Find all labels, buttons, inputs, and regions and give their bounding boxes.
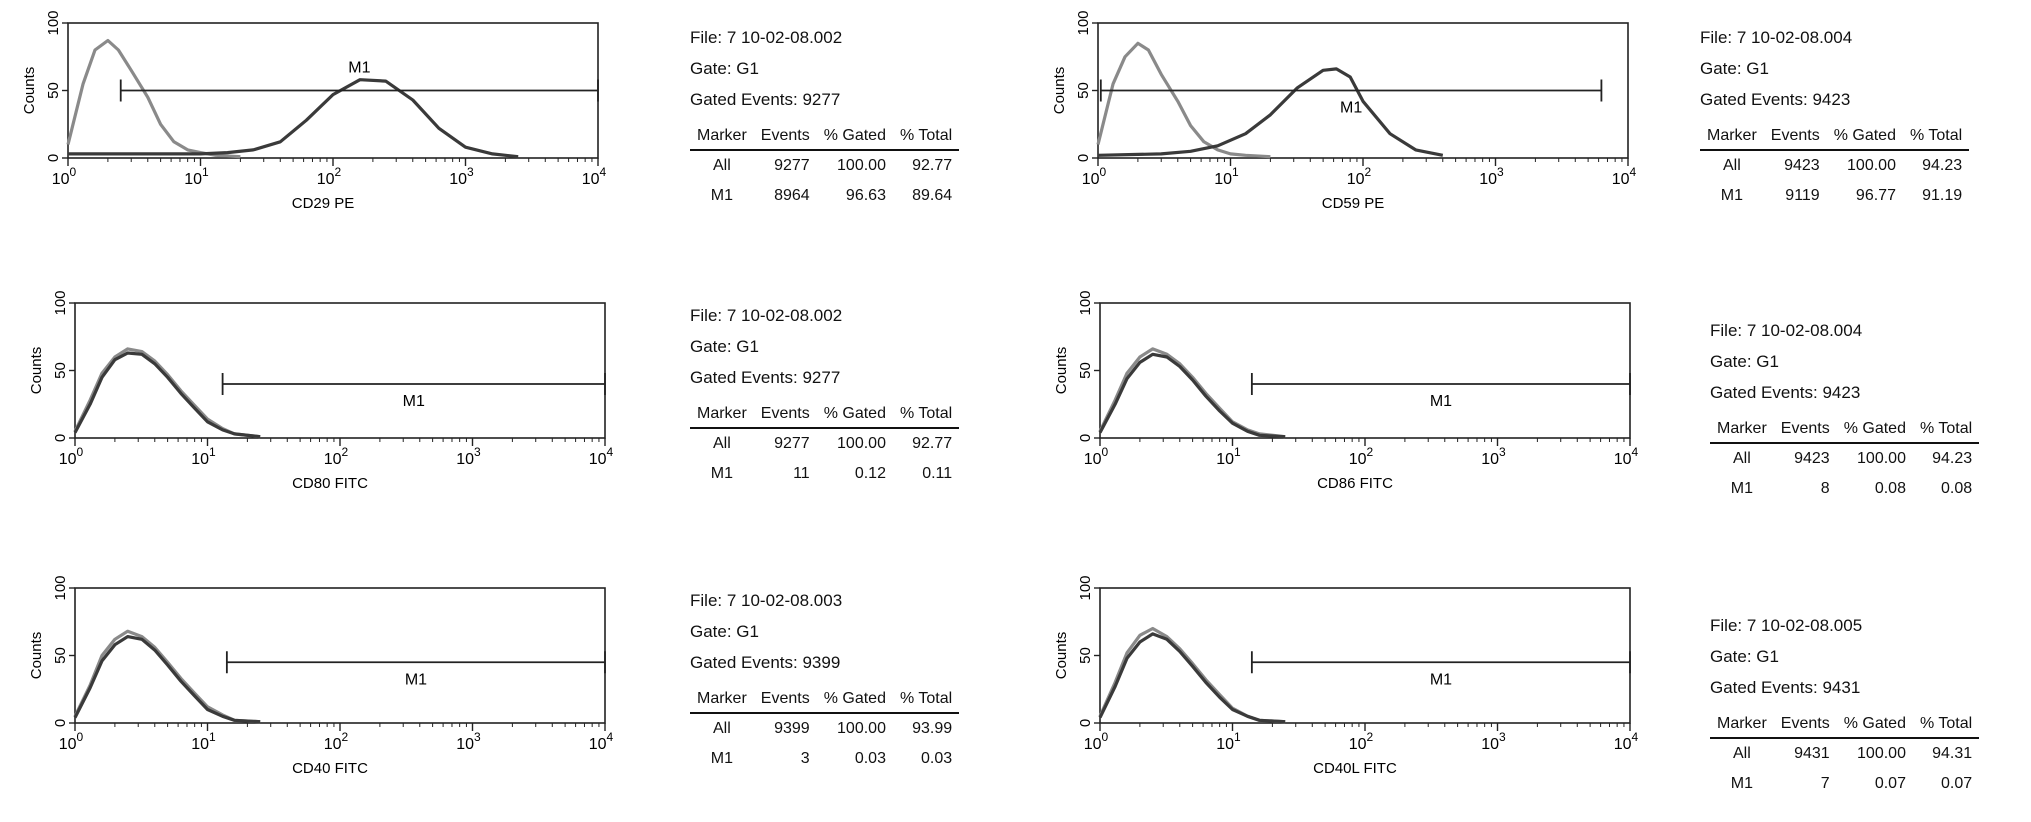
x-tick-exponent: 0: [69, 165, 77, 179]
y-tick-label: 50: [1077, 647, 1094, 664]
stats-cell: 92.77: [912, 435, 953, 452]
stats-panel: [690, 22, 959, 211]
stats-cell: 0.11: [922, 465, 953, 482]
stats-header-cell: Events: [1764, 123, 1827, 150]
x-tick-exponent: 0: [1101, 730, 1109, 744]
stats-table: [1700, 123, 1969, 211]
x-tick-base: 10: [191, 736, 210, 753]
stats-cell: 8: [1820, 480, 1830, 497]
x-tick-label: [456, 730, 481, 753]
stats-cell: All: [713, 720, 731, 737]
x-tick-label: [589, 445, 614, 468]
gated-events: Gated Events: 9277: [690, 90, 841, 109]
histogram-panel: [15, 285, 615, 492]
stats-header-cell: % Gated: [817, 401, 893, 428]
series-line-1: [68, 41, 240, 157]
stats-cell: 100.00: [837, 720, 886, 737]
y-tick-label: 0: [1077, 718, 1094, 728]
x-tick-base: 10: [581, 171, 600, 188]
x-tick-label: [1349, 730, 1374, 753]
gated-events: Gated Events: 9423: [1700, 90, 1851, 109]
y-tick-label: 100: [45, 10, 62, 36]
stats-cell: 96.77: [1855, 187, 1896, 204]
stats-cell: 0.03: [854, 750, 886, 767]
stats-cell: 0.07: [1941, 775, 1973, 792]
y-tick-label: 50: [45, 82, 62, 99]
y-tick-label: 100: [52, 575, 69, 601]
x-axis-label: CD40L FITC: [1313, 760, 1397, 777]
stats-row: [1710, 443, 1979, 474]
stats-cell: 100.00: [1857, 450, 1906, 467]
file-name: File: 7 10-02-08.003: [690, 591, 843, 610]
x-tick-base: 10: [1081, 171, 1100, 188]
x-tick-exponent: 0: [76, 445, 84, 459]
stats-row: [690, 713, 959, 744]
stats-panel: [1710, 315, 1979, 504]
x-tick-base: 10: [1083, 451, 1102, 468]
stats-header-cell: % Gated: [817, 686, 893, 713]
gated-events: Gated Events: 9423: [1710, 383, 1861, 402]
histogram-plot: [1038, 5, 1638, 212]
stats-panel: [690, 585, 959, 774]
x-tick-base: 10: [1481, 451, 1500, 468]
x-tick-exponent: 4: [1629, 165, 1637, 179]
y-tick-label: 50: [52, 362, 69, 379]
series-line-1: [75, 631, 260, 722]
stats-cell: 94.23: [1922, 157, 1963, 174]
x-tick-label: [1216, 445, 1241, 468]
stats-header-row: [1710, 711, 1979, 738]
x-tick-label: [59, 730, 84, 753]
stats-cell: 0.08: [1941, 480, 1973, 497]
stats-cell: 9423: [1784, 157, 1820, 174]
marker-m1-label: M1: [348, 59, 371, 77]
x-tick-label: [456, 445, 481, 468]
x-axis-label: CD86 FITC: [1317, 475, 1393, 492]
x-tick-base: 10: [58, 736, 77, 753]
series-line-1: [75, 349, 260, 437]
stats-cell: 94.23: [1932, 450, 1973, 467]
x-tick-label: [324, 730, 349, 753]
marker-m1-label: M1: [1429, 671, 1453, 689]
marker-m1-label: M1: [1429, 393, 1453, 410]
x-tick-base: 10: [588, 451, 607, 468]
stats-header-cell: % Gated: [1827, 123, 1903, 150]
x-tick-label: [1347, 165, 1372, 188]
stats-header-cell: % Total: [1913, 711, 1979, 738]
gate-label: Gate: G1: [690, 337, 759, 356]
stats-header-cell: Events: [754, 123, 817, 150]
x-tick-exponent: 1: [209, 445, 216, 459]
file-name: File: 7 10-02-08.005: [1710, 616, 1863, 635]
x-tick-label: [1084, 445, 1109, 468]
stats-header-cell: % Gated: [1837, 711, 1913, 738]
x-tick-base: 10: [1611, 171, 1630, 188]
y-tick-label: 0: [1075, 153, 1092, 163]
x-tick-exponent: 0: [1099, 165, 1107, 179]
x-tick-base: 10: [184, 171, 203, 188]
x-tick-exponent: 2: [1364, 165, 1372, 179]
x-tick-base: 10: [1613, 451, 1632, 468]
stats-cell: All: [713, 157, 731, 174]
x-axis-label: CD40 FITC: [292, 760, 368, 777]
x-tick-base: 10: [1479, 171, 1498, 188]
x-axis-label: CD29 PE: [291, 195, 355, 212]
x-tick-base: 10: [323, 736, 342, 753]
stats-cell: 9277: [774, 157, 810, 174]
gate-label: Gate: G1: [1710, 352, 1779, 371]
stats-row: [1700, 150, 1969, 181]
stats-row: [690, 459, 959, 489]
marker-m1-label: M1: [1339, 99, 1363, 117]
x-tick-label: [1481, 445, 1506, 468]
x-tick-exponent: 1: [202, 165, 209, 179]
y-tick-label: 0: [52, 433, 69, 443]
x-tick-exponent: 2: [334, 165, 342, 179]
x-tick-base: 10: [1346, 171, 1365, 188]
stats-cell: 96.63: [845, 187, 886, 204]
stats-cell: 0.08: [1874, 480, 1906, 497]
x-tick-label: [324, 445, 349, 468]
x-tick-base: 10: [1214, 171, 1233, 188]
x-tick-label: [589, 730, 614, 753]
x-tick-base: 10: [316, 171, 335, 188]
x-tick-exponent: 2: [341, 445, 349, 459]
x-tick-label: [449, 165, 474, 188]
gate-label: Gate: G1: [690, 59, 759, 78]
x-tick-label: [1614, 445, 1639, 468]
x-tick-label: [1614, 730, 1639, 753]
x-tick-exponent: 4: [606, 445, 614, 459]
series-line-1: [1098, 43, 1270, 156]
x-tick-label: [1349, 445, 1374, 468]
y-tick-label: 50: [1077, 362, 1094, 379]
x-tick-base: 10: [1216, 451, 1235, 468]
stats-cell: 100.00: [1847, 157, 1896, 174]
x-axis-label: CD59 PE: [1321, 195, 1385, 212]
stats-header-row: [690, 686, 959, 713]
stats-header-cell: % Total: [893, 401, 959, 428]
stats-row: [690, 428, 959, 459]
histogram-panel: [1040, 570, 1640, 777]
stats-row: [1710, 474, 1979, 504]
x-tick-base: 10: [191, 451, 210, 468]
stats-header-cell: Marker: [690, 123, 754, 150]
stats-cell: M1: [1730, 480, 1753, 497]
stats-header-cell: % Total: [1913, 416, 1979, 443]
stats-cell: 9277: [774, 435, 810, 452]
stats-cell: All: [1723, 157, 1741, 174]
stats-header-cell: Events: [1774, 711, 1837, 738]
stats-header-cell: Events: [754, 686, 817, 713]
x-tick-base: 10: [1348, 736, 1367, 753]
histogram-panel: [1038, 5, 1638, 212]
stats-row: [1700, 181, 1969, 211]
stats-cell: All: [1733, 745, 1751, 762]
gate-label: Gate: G1: [1710, 647, 1779, 666]
y-tick-label: 100: [1077, 575, 1094, 601]
x-tick-label: [1214, 165, 1239, 188]
x-tick-label: [317, 165, 342, 188]
stats-cell: 9423: [1794, 450, 1830, 467]
stats-header-cell: Marker: [690, 686, 754, 713]
stats-header-cell: % Total: [893, 123, 959, 150]
stats-header-cell: % Gated: [1837, 416, 1913, 443]
y-axis-label: Counts: [28, 346, 45, 395]
x-axis-label: CD80 FITC: [292, 475, 368, 492]
stats-cell: 0.07: [1874, 775, 1906, 792]
x-tick-exponent: 1: [1232, 165, 1239, 179]
x-tick-exponent: 4: [606, 730, 614, 744]
stats-table: [690, 401, 959, 489]
histogram-plot: [15, 570, 615, 777]
x-tick-exponent: 3: [1497, 165, 1504, 179]
stats-cell: M1: [710, 750, 733, 767]
stats-cell: 93.99: [912, 720, 953, 737]
x-tick-base: 10: [1216, 736, 1235, 753]
series-line-1: [1100, 629, 1285, 722]
y-tick-label: 100: [1077, 290, 1094, 316]
stats-cell: All: [713, 435, 731, 452]
stats-cell: M1: [710, 465, 733, 482]
y-tick-label: 0: [45, 153, 62, 163]
stats-cell: 9431: [1794, 745, 1830, 762]
stats-cell: 89.64: [912, 187, 953, 204]
plot-frame: [1100, 588, 1630, 723]
series-line-2: [75, 353, 260, 437]
stats-table: [1710, 416, 1979, 504]
y-axis-label: Counts: [28, 631, 45, 680]
x-tick-base: 10: [51, 171, 70, 188]
stats-cell: 91.19: [1922, 187, 1963, 204]
stats-header-cell: % Total: [1903, 123, 1969, 150]
gated-events: Gated Events: 9277: [690, 368, 841, 387]
x-tick-base: 10: [1348, 451, 1367, 468]
y-axis-label: Counts: [21, 66, 38, 115]
gate-label: Gate: G1: [690, 622, 759, 641]
x-tick-exponent: 2: [1366, 445, 1374, 459]
x-tick-label: [191, 445, 216, 468]
stats-header-row: [1710, 416, 1979, 443]
stats-panel: [1710, 610, 1979, 799]
stats-header-cell: Marker: [1710, 711, 1774, 738]
gated-events: Gated Events: 9399: [690, 653, 841, 672]
stats-cell: 7: [1820, 775, 1830, 792]
x-tick-exponent: 3: [1499, 445, 1506, 459]
histogram-panel: [1040, 285, 1640, 492]
y-tick-label: 100: [1075, 10, 1092, 36]
histogram-panel: [15, 570, 615, 777]
x-tick-label: [1479, 165, 1504, 188]
x-tick-exponent: 3: [474, 730, 481, 744]
stats-cell: 11: [793, 465, 810, 482]
histogram-plot: [8, 5, 608, 212]
x-tick-base: 10: [1083, 736, 1102, 753]
y-axis-label: Counts: [1053, 631, 1070, 680]
plot-frame: [75, 588, 605, 723]
x-tick-label: [52, 165, 77, 188]
stats-cell: 100.00: [837, 157, 886, 174]
x-tick-base: 10: [456, 451, 475, 468]
x-tick-exponent: 0: [76, 730, 84, 744]
stats-cell: 92.77: [912, 157, 953, 174]
x-tick-exponent: 3: [467, 165, 474, 179]
stats-row: [1710, 769, 1979, 799]
x-tick-base: 10: [323, 451, 342, 468]
series-line-2: [1098, 69, 1443, 155]
x-tick-exponent: 2: [341, 730, 349, 744]
x-tick-exponent: 0: [1101, 445, 1109, 459]
x-tick-label: [1084, 730, 1109, 753]
x-tick-label: [1481, 730, 1506, 753]
x-tick-base: 10: [456, 736, 475, 753]
x-tick-base: 10: [588, 736, 607, 753]
stats-header-row: [690, 401, 959, 428]
x-tick-exponent: 3: [1499, 730, 1506, 744]
stats-header-row: [1700, 123, 1969, 150]
stats-row: [1710, 738, 1979, 769]
stats-header-cell: Marker: [690, 401, 754, 428]
gated-events: Gated Events: 9431: [1710, 678, 1861, 697]
y-tick-label: 50: [52, 647, 69, 664]
x-tick-exponent: 4: [1631, 730, 1639, 744]
stats-cell: 9399: [774, 720, 810, 737]
stats-header-cell: Marker: [1710, 416, 1774, 443]
y-tick-label: 0: [1077, 433, 1094, 443]
x-tick-exponent: 1: [209, 730, 216, 744]
stats-cell: 9119: [1785, 187, 1820, 204]
series-line-2: [1100, 354, 1285, 436]
plot-frame: [1100, 303, 1630, 438]
x-tick-label: [191, 730, 216, 753]
x-tick-base: 10: [58, 451, 77, 468]
stats-cell: M1: [1720, 187, 1743, 204]
x-tick-exponent: 4: [599, 165, 607, 179]
stats-header-cell: % Total: [893, 686, 959, 713]
file-name: File: 7 10-02-08.004: [1710, 321, 1863, 340]
x-tick-exponent: 1: [1234, 730, 1241, 744]
series-line-1: [1100, 349, 1285, 437]
stats-header-cell: Events: [1774, 416, 1837, 443]
file-name: File: 7 10-02-08.002: [690, 306, 843, 325]
stats-cell: 94.31: [1932, 745, 1973, 762]
x-tick-label: [582, 165, 607, 188]
y-tick-label: 0: [52, 718, 69, 728]
stats-cell: 100.00: [1857, 745, 1906, 762]
x-tick-exponent: 3: [474, 445, 481, 459]
stats-cell: 0.03: [921, 750, 953, 767]
stats-cell: 3: [800, 750, 810, 767]
stats-table: [690, 686, 959, 774]
marker-m1-label: M1: [404, 671, 428, 689]
y-axis-label: Counts: [1053, 346, 1070, 395]
file-name: File: 7 10-02-08.002: [690, 28, 843, 47]
histogram-plot: [1040, 285, 1640, 492]
x-tick-label: [1216, 730, 1241, 753]
x-tick-label: [184, 165, 209, 188]
histogram-panel: [8, 5, 608, 212]
series-line-2: [1100, 634, 1285, 722]
stats-cell: M1: [1730, 775, 1753, 792]
stats-cell: 100.00: [837, 435, 886, 452]
x-tick-base: 10: [1481, 736, 1500, 753]
histogram-plot: [1040, 570, 1640, 777]
x-tick-exponent: 2: [1366, 730, 1374, 744]
x-tick-label: [1612, 165, 1637, 188]
stats-row: [690, 744, 959, 774]
x-tick-label: [1082, 165, 1107, 188]
stats-header-cell: Marker: [1700, 123, 1764, 150]
stats-table: [690, 123, 959, 211]
histogram-plot: [15, 285, 615, 492]
stats-cell: M1: [710, 187, 733, 204]
stats-cell: 8964: [774, 187, 810, 204]
stats-table: [1710, 711, 1979, 799]
plot-frame: [75, 303, 605, 438]
y-axis-label: Counts: [1051, 66, 1068, 115]
stats-cell: 0.12: [854, 465, 886, 482]
y-tick-label: 100: [52, 290, 69, 316]
series-line-2: [75, 637, 260, 722]
x-tick-label: [59, 445, 84, 468]
y-tick-label: 50: [1075, 82, 1092, 99]
x-tick-exponent: 4: [1631, 445, 1639, 459]
stats-panel: [690, 300, 959, 489]
stats-header-cell: Events: [754, 401, 817, 428]
stats-header-cell: % Gated: [817, 123, 893, 150]
file-name: File: 7 10-02-08.004: [1700, 28, 1853, 47]
stats-header-row: [690, 123, 959, 150]
stats-row: [690, 150, 959, 181]
gate-label: Gate: G1: [1700, 59, 1769, 78]
stats-panel: [1700, 22, 1969, 211]
x-tick-exponent: 1: [1234, 445, 1241, 459]
marker-m1-label: M1: [402, 393, 425, 410]
stats-row: [690, 181, 959, 211]
x-tick-base: 10: [1613, 736, 1632, 753]
stats-cell: All: [1733, 450, 1751, 467]
x-tick-base: 10: [449, 171, 468, 188]
